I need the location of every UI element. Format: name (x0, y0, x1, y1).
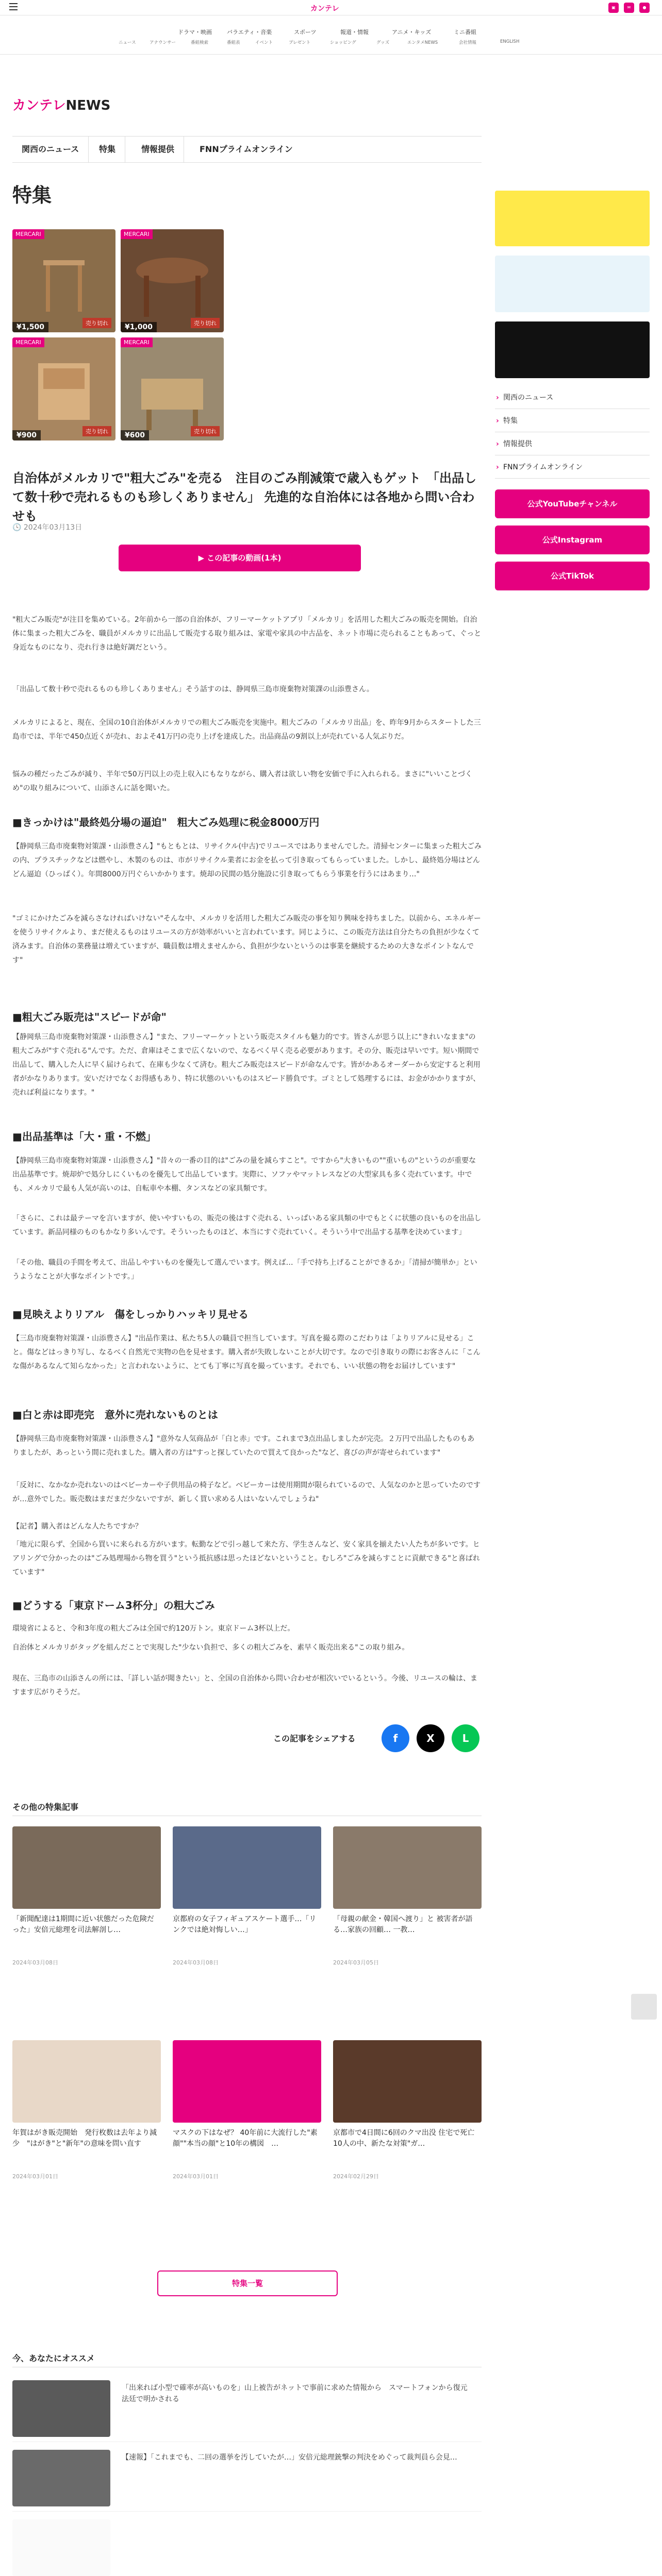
section-heading: ■どうする「東京ドーム3杯分」の粗大ごみ (12, 1599, 215, 1612)
price-label: ¥1,500 (12, 322, 48, 332)
body-paragraph: 「さらに、これは最テーマを言いますが、使いやすいもの、販売の後はすぐ売れる、いっぱいある家具類の中でもとくに状態の良いものを出品しています。新品同様のものもかなり多いんです。そういったものほど、本当にすぐ売れていく。そういう中で出品する基準を決めています」 (12, 1214, 482, 1236)
feature-card[interactable] (12, 2040, 161, 2180)
body-paragraph: 「その他、職員の手間を考えて、出品しやすいものを優先して選んでいます。例えば…「手で持ち上げることができるか」「清掃が簡単か」というようなことが大事なポイントです。」 (12, 1259, 477, 1281)
price-label: ¥900 (12, 430, 41, 440)
body-paragraph: 【静岡県三島市廃棄物対策課・山添豊さん】"また、フリーマーケットという販売スタイルも魅力的です。皆さんが思う以上に"きれいなまま"の粗大ごみが"すぐ売れる"んです。ただ、倉庫はそこまで広くないので、なるべく早く売る必要があります。その分、販売は早いです。短い期間で出品して、購入した人に早く届けられて、在庫も少なくて済む。粗大ごみ販売はスピードが命なんです。皆がかあるオーダーから安定すると利用者がかなりあります。安いだけでなくお得感もあり、特に状態のいいものはスピード勝負です。ゴミとして処理するには、お金がかかりますが、売れば利益になります。" (12, 1033, 481, 1097)
rec-title: 【速報】「これまでも、二回の選挙を汚していたが…」安倍元総理銃撃の判決をめぐって裁判員ら会見… (122, 2453, 457, 2462)
sidebar-link[interactable]: › 特集 (495, 410, 650, 432)
feature-date: 2024年03月08日 (12, 1959, 58, 1966)
body-paragraph: メルカリによると、現在、全国の10自治体がメルカリでの粗大ごみ販売を実施中。粗大ごみの「メルカリ出品」を、昨年9月からスタートした三島市では、半年で450点近くが売れ、およそ41万円の売り上げを達成した。出品商品の9割以上が売れている人気ぶりだ。 (12, 719, 481, 741)
soldout-label: 売り切れ (82, 318, 111, 328)
body-paragraph: 悩みの種だったごみが減り、半年で50万円以上の売上収入にもなりながら、購入者は欲しい物を安価で手に入れられる。まさに"いいことづくめ"の取り組みについて、山添さんに話を聞いた。 (12, 770, 472, 792)
stool-photo (121, 337, 224, 440)
section-nav (12, 136, 482, 163)
nav-item[interactable]: アニメ・キッズ (392, 29, 432, 36)
body-paragraph: 【記者】購入者はどんな人たちですか？ (12, 1522, 142, 1531)
hero-image (121, 337, 224, 440)
article-title: 自治体がメルカリで"粗大ごみ"を売る 注目のごみ削減策で歳入もゲット 「出品して数十秒で売れるものも珍しくありません」 先進的な自治体には各地から問い合わせも (12, 471, 477, 523)
price-label: ¥600 (121, 430, 149, 440)
soldout-label: 売り切れ (191, 426, 220, 436)
sidebar-link[interactable]: › 情報提供 (495, 433, 650, 455)
date-text: 2024年03月13日 (23, 523, 82, 532)
feature-thumbnail (333, 1826, 482, 1909)
round-table-photo (121, 229, 224, 332)
section-heading: ■出品基準は「大・重・不燃」 (12, 1130, 156, 1143)
mercari-tag: MERCARI (121, 337, 153, 347)
feature-list-button[interactable]: 特集一覧 (157, 2270, 338, 2296)
section-heading: その他の特集記事 (12, 1801, 482, 1816)
nav-sub-item[interactable]: ENGLISH (500, 39, 520, 44)
nav-sub-item[interactable]: グッズ (376, 40, 390, 45)
feature-card[interactable] (173, 1826, 321, 1967)
hero-image (12, 229, 115, 332)
nav-sub-item[interactable]: ニュース (119, 40, 136, 45)
soldout-label: 売り切れ (191, 318, 220, 328)
brand-pre: カンテレ (12, 98, 66, 113)
nav-sub-item[interactable]: イベント (255, 40, 273, 45)
nav-sub-item[interactable]: プレゼント (289, 40, 311, 45)
menu-icon[interactable] (9, 3, 18, 10)
feature-card[interactable] (12, 1826, 161, 1967)
body-paragraph: 環境省によると、令和3年度の粗大ごみは全国で約120万トン。東京ドーム3杯以上だ。 (12, 1624, 295, 1633)
feature-thumbnail (173, 2040, 321, 2123)
page-title: 特集 (12, 184, 52, 207)
body-paragraph: 【三島市廃棄物対策課・山添豊さん】"出品作業は、私たち5人の職員で担当しています。写真を撮る際のこだわりは「よりリアルに見せる」こと。傷などはっきり写し、なるべく自然光で実物の色を見せます。購入者が失敗しないことが大切です。なので引き取りの際にお客さんに「こんな傷があるなんて知らなかった」と言われないように、とても丁寧に写真を撮っています。それでも、いい状態の物をお届けしています" (12, 1334, 481, 1370)
subnav-feature[interactable]: 特集 (90, 137, 125, 162)
instagram-button[interactable]: 公式Instagram (495, 526, 650, 554)
section-heading: ■粗大ごみ販売は"スピードが命" (12, 1011, 167, 1023)
nav-sub-item[interactable]: 番組検索 (191, 40, 209, 45)
soldout-label: 売り切れ (82, 426, 111, 436)
nav-item[interactable]: 報道・情報 (340, 29, 369, 36)
mercari-tag: MERCARI (121, 229, 153, 239)
chair-table-photo (12, 229, 115, 332)
site-logo[interactable]: カンテレ (310, 5, 339, 13)
body-paragraph: 【静岡県三島市廃棄物対策課・山添豊さん】"昔々の一番の目的は"ごみの量を減らすこと"。ですから"大きいもの""重いもの"というのが重要な出品基準です。焼却炉で処分しにくいものを優先して出品しています。実際に、ソファやマットレスなどの大型家具も多く売れています。中でも、メルカリで最も人気が高いのは、自転車や本棚、タンスなどの家具類です。 (12, 1157, 476, 1193)
feature-card[interactable] (333, 1826, 482, 1967)
body-paragraph: 【静岡県三島市廃棄物対策課・山添豊さん】"もともとは、リサイクル(中古)でリユースではありませんでした。清掃センターに集まった粗大ごみの内、プラスチックなどは燃やし、木製のものは、市がリサイクル業者にお金を払って引き取ってもらっていました。しかし、最終処分場はどんどん逼迫（ひっぱく）。年間8000万円ぐらいかかります。焼却の民間の処分施設に引き取ってもらう事業を行うにはあまり…" (12, 842, 482, 878)
mercari-tag: MERCARI (12, 337, 44, 347)
tiktok-button[interactable]: 公式TikTok (495, 562, 650, 590)
subnav-info[interactable]: 情報提供 (132, 137, 184, 162)
news-brand-logo[interactable] (12, 95, 110, 114)
hero-image (121, 229, 224, 332)
body-paragraph: 「出品して数十秒で売れるものも珍しくありません」そう話すのは、静岡県三島市廃棄物対策課の山添豊さん。 (12, 685, 374, 693)
feature-title: 年賀はがき販売開始 発行枚数は去年より減少 "はがき"と"新年"の意味を問い直す (12, 2129, 157, 2148)
sidebar-banner[interactable] (495, 191, 650, 246)
body-paragraph: 自治体とメルカリがタッグを組んだことで実現した"少ない負担で、多くの粗大ごみを、素早く販売出来る"この取り組み。 (12, 1643, 409, 1652)
nav-sub-item[interactable]: 番組表 (227, 40, 240, 45)
share-label: この記事をシェアする (273, 1734, 356, 1743)
feature-date: 2024年03月08日 (173, 1959, 219, 1966)
body-paragraph: 「反対に、なかなか売れないのはベビーカーや子供用品の椅子など。ベビーカーは使用期間が限られているので、人気なのかと思っていたのですが…意外でした。販売数はまだまだ少ないですが、新しく買い求める人はいないんでしょうね" (12, 1481, 481, 1503)
nav-item[interactable]: スポーツ (294, 29, 317, 36)
sidebar-banner[interactable] (495, 256, 650, 312)
feature-title: 京都市で4日間に6回のクマ出没 住宅で死亡10人の中、新たな対策"ガ… (333, 2129, 475, 2148)
rec-title: 「出来れば小型で確率が高いものを」山上被告がネットで事前に求めた情報から スマートフォンから復元 法廷で明かされる (122, 2384, 475, 2403)
section-heading: ■きっかけは"最終処分場の逼迫" 粗大ごみ処理に税金8000万円 (12, 816, 320, 828)
sidebar-link[interactable]: › FNNプライムオンライン (495, 456, 650, 479)
line-share-button[interactable]: L (452, 1724, 479, 1752)
body-paragraph: "粗大ごみ販売"が注目を集めている。2年前から一部の自治体が、フリーマーケットアプリ「メルカリ」を活用した粗大ごみの販売を開始。自治体に集まった粗大ごみを、職員がメルカリに出品して販売する取り組みは、家電や家具の中古品を、ネット市場に売られることもあって、ぐっと身近なものになり、売れ行きは絶好調だという。 (12, 616, 482, 652)
nav-sub-item[interactable]: エンタメNEWS (407, 40, 438, 45)
body-paragraph: 「地元に限らず、全国から買いに来られる方がいます。転勤などで引っ越して来た方、学生さんなど、安く家具を揃えたい人たちが多いです。ヒアリングで分かったのは"ごみ処理場から物を買う"という抵抗感は思ったほどないということ。むしろ"ごみを減らすことに貢献できる"と喜ばれています" (12, 1540, 480, 1577)
page-top-button[interactable] (631, 1994, 657, 2020)
body-paragraph: 【静岡県三島市廃棄物対策課・山添豊さん】"意外な人気商品が「白と赤」です。これまで3点出品しましたが完売。２万円で出品したものもありましたが、あっという間に売れました。購入者の方は"すっと探していたので買えて良かった"など、喜びの声が寄せられています" (12, 1435, 475, 1457)
rec-thumbnail (12, 2380, 110, 2437)
feature-card[interactable] (173, 2040, 321, 2180)
feature-date: 2024年03月01日 (12, 2173, 58, 2180)
global-header (0, 0, 662, 15)
video-button[interactable]: ▶ この記事の動画(1本) (119, 545, 361, 571)
feature-thumbnail (12, 1826, 161, 1909)
section-heading: ■見映えよりリアル 傷をしっかりハッキリ見せる (12, 1308, 249, 1320)
brand-post: NEWS (65, 98, 111, 113)
body-paragraph: 現在、三島市の山添さんの所には、「詳しい話が聞きたい」と、全国の自治体から問い合わせが相次いでいるという。今後、リユースの輪は、ますます広がりそうだ。 (12, 1674, 478, 1697)
feature-thumbnail (12, 2040, 161, 2123)
feature-title: 京都府の女子フィギュアスケート選手…「リンクでは絶対悔しい…」 (173, 1915, 317, 1934)
nav-item[interactable]: ドラマ・映画 (178, 29, 212, 36)
mail-icon[interactable]: ✉ (624, 3, 634, 13)
subnav-fnn[interactable]: FNNプライムオンライン (200, 144, 293, 154)
feature-title: 「母親の献金・韓国へ渡り」と 被害者が語る…家族の回顧… 一教… (333, 1915, 473, 1934)
rec-thumbnail (12, 2450, 110, 2506)
video-button-label: この記事の動画(1本) (207, 553, 282, 563)
feature-thumbnail (333, 2040, 482, 2123)
feature-title: 「新聞配達は1期間に近い状態だった危険だった」安倍元総理を司法解剖し… (12, 1915, 154, 1934)
body-paragraph: "ゴミにかけたごみを減らさなければいけない"そんな中、メルカリを活用した粗大ごみ販売の事を知り興味を持ちました。以前から、エネルギーを使うリサイクルより、まだ使えるものはリユースの方が効率がいいと言われています。同じように、この販売方法は自分たちの負担が少なくて済みます。自治体の業務量は増えていますが、職員数は増えませんから、負担が少ないというのは事業を継続するための大きなポイントなんです" (12, 914, 481, 964)
sidebar-banner[interactable] (495, 321, 650, 378)
section-heading: ■白と赤は即売完 意外に売れないものとは (12, 1409, 218, 1421)
rec-item[interactable] (12, 2514, 482, 2576)
rec-item[interactable] (12, 2445, 482, 2512)
price-label: ¥1,000 (121, 322, 157, 332)
x-share-button[interactable]: X (417, 1724, 444, 1752)
rec-item[interactable] (12, 2375, 482, 2442)
feature-card[interactable] (333, 2040, 482, 2180)
section-heading: 今、あなたにオススメ (12, 2352, 482, 2367)
subnav-kansai[interactable]: 関西のニュース (12, 137, 89, 162)
mercari-tag: MERCARI (12, 229, 44, 239)
user-icon[interactable]: ● (639, 3, 650, 13)
hero-image (12, 337, 115, 440)
youtube-button[interactable]: 公式YouTubeチャンネル (495, 489, 650, 518)
rec-thumbnail (12, 2519, 110, 2576)
feature-date: 2024年03月05日 (333, 1959, 379, 1966)
feature-title: マスクの下はなぜ？ 40年前に大流行した"素顔""本当の顔"と10年の構図 … (173, 2129, 318, 2148)
feature-date: 2024年03月01日 (173, 2173, 219, 2180)
nav-sub-item[interactable]: アナウンサー (150, 40, 176, 45)
nav-sub-item[interactable]: ショッピング (330, 40, 356, 45)
chair-photo (12, 337, 115, 440)
facebook-share-button[interactable]: f (382, 1724, 409, 1752)
feature-date: 2024年02月29日 (333, 2173, 379, 2180)
category-nav (0, 28, 662, 55)
article-date: 🕓 2024年03月13日 (12, 523, 82, 532)
nav-item[interactable]: ミニ番組 (454, 29, 476, 36)
nav-item[interactable]: バラエティ・音楽 (227, 29, 272, 36)
nav-sub-item[interactable]: 会社情報 (459, 40, 477, 45)
feature-thumbnail (173, 1826, 321, 1909)
sidebar-link[interactable]: › 関西のニュース (495, 386, 650, 409)
tv-icon[interactable]: ▣ (608, 3, 619, 13)
